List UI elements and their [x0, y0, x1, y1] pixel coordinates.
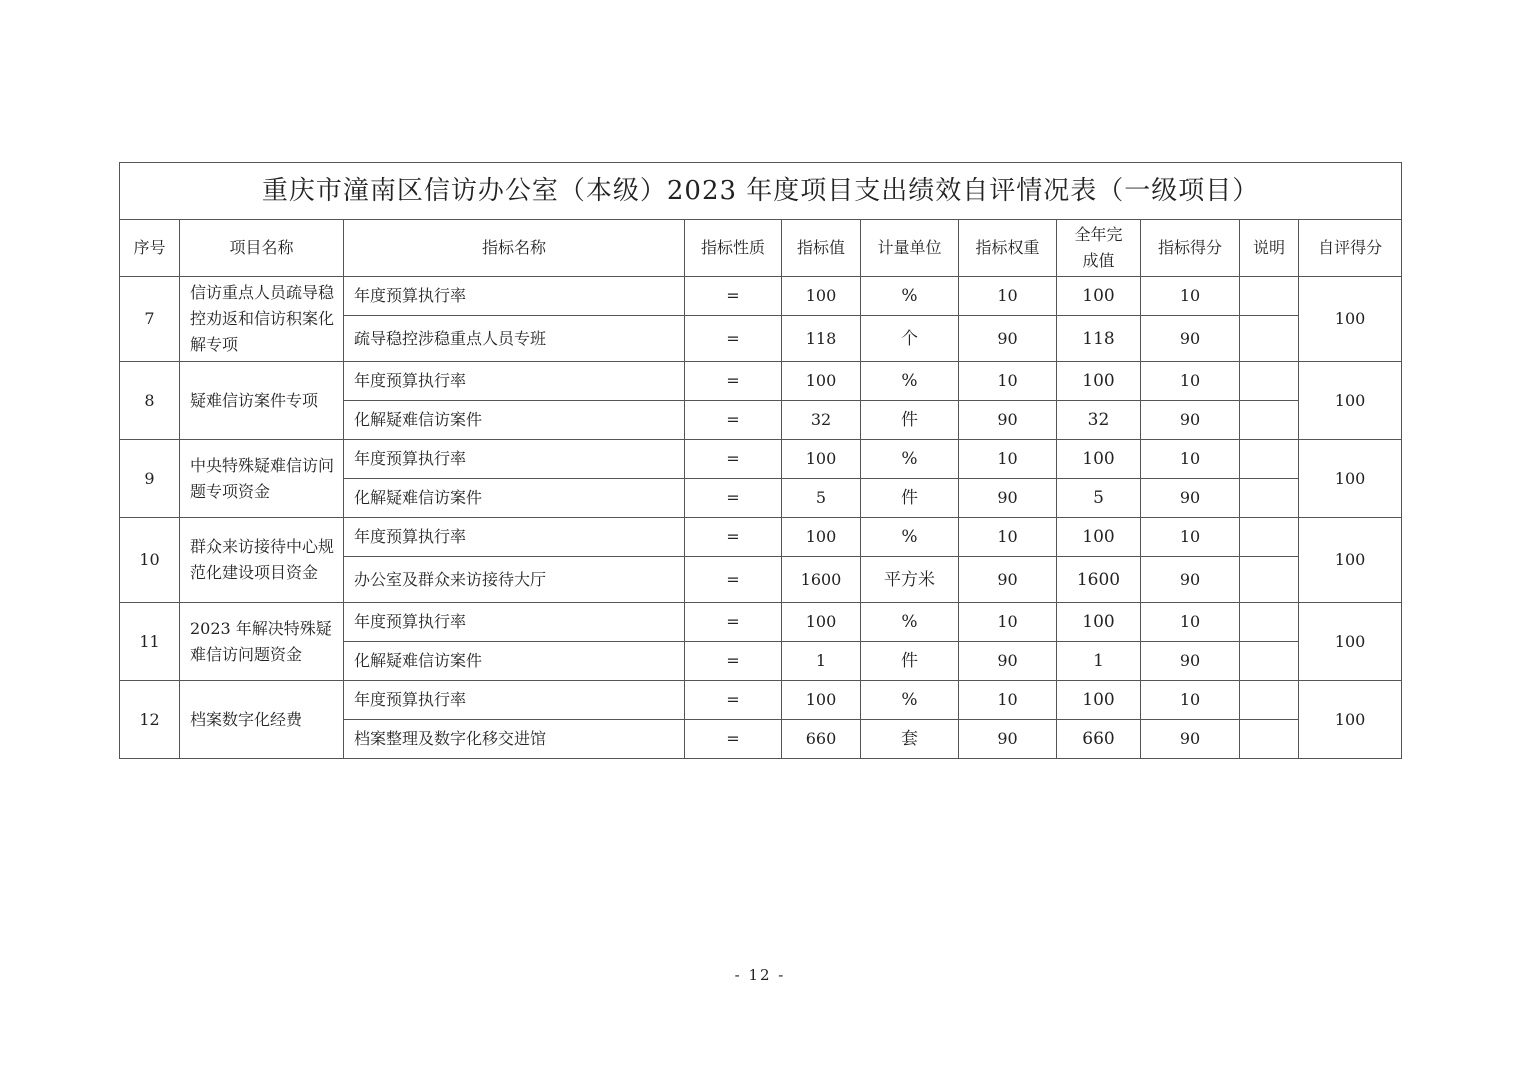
header-note: 说明	[1240, 220, 1299, 277]
cell-score: 90	[1141, 479, 1240, 518]
cell-weight: 10	[959, 277, 1057, 316]
cell-value: 100	[782, 603, 861, 642]
cell-seq: 7	[120, 277, 180, 362]
cell-project-name: 档案数字化经费	[180, 681, 344, 759]
cell-actual: 1	[1057, 642, 1141, 681]
cell-self-score: 100	[1299, 277, 1402, 362]
cell-score: 90	[1141, 720, 1240, 759]
cell-note	[1240, 362, 1299, 401]
cell-unit: %	[861, 440, 959, 479]
cell-weight: 10	[959, 362, 1057, 401]
cell-nature: =	[685, 642, 782, 681]
cell-project-name: 中央特殊疑难信访问题专项资金	[180, 440, 344, 518]
cell-indicator-name: 年度预算执行率	[344, 362, 685, 401]
cell-score: 90	[1141, 642, 1240, 681]
cell-note	[1240, 440, 1299, 479]
cell-indicator-name: 年度预算执行率	[344, 277, 685, 316]
cell-indicator-name: 年度预算执行率	[344, 518, 685, 557]
cell-indicator-name: 化解疑难信访案件	[344, 479, 685, 518]
cell-note	[1240, 720, 1299, 759]
cell-unit: 平方米	[861, 557, 959, 603]
table-title: 重庆市潼南区信访办公室（本级）2023 年度项目支出绩效自评情况表（一级项目）	[120, 163, 1402, 220]
cell-self-score: 100	[1299, 681, 1402, 759]
cell-score: 10	[1141, 518, 1240, 557]
cell-note	[1240, 518, 1299, 557]
cell-score: 10	[1141, 603, 1240, 642]
cell-actual: 100	[1057, 681, 1141, 720]
cell-note	[1240, 603, 1299, 642]
cell-indicator-name: 年度预算执行率	[344, 681, 685, 720]
cell-indicator-name: 档案整理及数字化移交进馆	[344, 720, 685, 759]
cell-unit: %	[861, 518, 959, 557]
cell-actual: 660	[1057, 720, 1141, 759]
header-actual	[1057, 220, 1141, 277]
cell-note	[1240, 642, 1299, 681]
cell-indicator-name: 化解疑难信访案件	[344, 642, 685, 681]
header-weight: 指标权重	[959, 220, 1057, 277]
cell-self-score: 100	[1299, 362, 1402, 440]
cell-actual: 100	[1057, 277, 1141, 316]
header-seq: 序号	[120, 220, 180, 277]
cell-indicator-name: 化解疑难信访案件	[344, 401, 685, 440]
cell-project-name: 2023 年解决特殊疑难信访问题资金	[180, 603, 344, 681]
cell-seq: 8	[120, 362, 180, 440]
cell-actual: 32	[1057, 401, 1141, 440]
cell-nature: =	[685, 316, 782, 362]
cell-note	[1240, 316, 1299, 362]
cell-value: 1	[782, 642, 861, 681]
cell-actual: 5	[1057, 479, 1141, 518]
table-row	[120, 277, 1402, 316]
page-number: - 12 -	[734, 966, 786, 984]
cell-actual: 118	[1057, 316, 1141, 362]
table-row	[120, 603, 1402, 642]
cell-weight: 10	[959, 603, 1057, 642]
cell-seq: 11	[120, 603, 180, 681]
table-row	[120, 681, 1402, 720]
cell-weight: 10	[959, 681, 1057, 720]
cell-value: 100	[782, 362, 861, 401]
cell-indicator-name: 年度预算执行率	[344, 603, 685, 642]
cell-nature: =	[685, 362, 782, 401]
header-project: 项目名称	[180, 220, 344, 277]
cell-actual: 100	[1057, 518, 1141, 557]
cell-note	[1240, 401, 1299, 440]
cell-score: 10	[1141, 681, 1240, 720]
cell-actual: 100	[1057, 603, 1141, 642]
cell-value: 118	[782, 316, 861, 362]
cell-unit: 件	[861, 479, 959, 518]
cell-indicator-name: 办公室及群众来访接待大厅	[344, 557, 685, 603]
cell-note	[1240, 681, 1299, 720]
cell-note	[1240, 557, 1299, 603]
cell-weight: 90	[959, 720, 1057, 759]
cell-nature: =	[685, 440, 782, 479]
cell-nature: =	[685, 603, 782, 642]
cell-project-name: 群众来访接待中心规范化建设项目资金	[180, 518, 344, 603]
cell-nature: =	[685, 277, 782, 316]
cell-project-name: 疑难信访案件专项	[180, 362, 344, 440]
cell-unit: 个	[861, 316, 959, 362]
table-row	[120, 440, 1402, 479]
table-row	[120, 518, 1402, 557]
header-self-score: 自评得分	[1299, 220, 1402, 277]
cell-weight: 90	[959, 642, 1057, 681]
cell-weight: 90	[959, 557, 1057, 603]
header-row	[120, 220, 1402, 277]
cell-score: 10	[1141, 277, 1240, 316]
cell-self-score: 100	[1299, 440, 1402, 518]
cell-weight: 10	[959, 440, 1057, 479]
cell-self-score: 100	[1299, 603, 1402, 681]
cell-unit: 件	[861, 401, 959, 440]
cell-value: 100	[782, 518, 861, 557]
cell-nature: =	[685, 401, 782, 440]
cell-nature: =	[685, 479, 782, 518]
cell-unit: 套	[861, 720, 959, 759]
header-value: 指标值	[782, 220, 861, 277]
cell-unit: %	[861, 681, 959, 720]
cell-nature: =	[685, 557, 782, 603]
cell-value: 100	[782, 277, 861, 316]
cell-unit: %	[861, 362, 959, 401]
cell-nature: =	[685, 720, 782, 759]
cell-score: 90	[1141, 316, 1240, 362]
cell-nature: =	[685, 518, 782, 557]
header-actual-line1: 全年完	[1074, 225, 1123, 244]
header-indicator: 指标名称	[344, 220, 685, 277]
cell-note	[1240, 479, 1299, 518]
cell-self-score: 100	[1299, 518, 1402, 603]
header-score: 指标得分	[1141, 220, 1240, 277]
cell-note	[1240, 277, 1299, 316]
cell-unit: %	[861, 603, 959, 642]
cell-value: 100	[782, 681, 861, 720]
header-unit: 计量单位	[861, 220, 959, 277]
cell-value: 1600	[782, 557, 861, 603]
cell-weight: 90	[959, 316, 1057, 362]
cell-value: 32	[782, 401, 861, 440]
cell-unit: 件	[861, 642, 959, 681]
cell-score: 10	[1141, 440, 1240, 479]
cell-actual: 100	[1057, 362, 1141, 401]
table-row	[120, 362, 1402, 401]
cell-nature: =	[685, 681, 782, 720]
cell-seq: 10	[120, 518, 180, 603]
cell-weight: 90	[959, 479, 1057, 518]
header-actual-line2: 成值	[1082, 251, 1115, 270]
performance-table	[119, 162, 1402, 759]
cell-seq: 9	[120, 440, 180, 518]
header-nature: 指标性质	[685, 220, 782, 277]
cell-actual: 1600	[1057, 557, 1141, 603]
cell-indicator-name: 疏导稳控涉稳重点人员专班	[344, 316, 685, 362]
cell-weight: 10	[959, 518, 1057, 557]
cell-score: 10	[1141, 362, 1240, 401]
cell-unit: %	[861, 277, 959, 316]
cell-seq: 12	[120, 681, 180, 759]
cell-actual: 100	[1057, 440, 1141, 479]
cell-value: 5	[782, 479, 861, 518]
cell-project-name: 信访重点人员疏导稳控劝返和信访积案化解专项	[180, 277, 344, 362]
cell-value: 660	[782, 720, 861, 759]
cell-score: 90	[1141, 401, 1240, 440]
cell-weight: 90	[959, 401, 1057, 440]
cell-score: 90	[1141, 557, 1240, 603]
cell-value: 100	[782, 440, 861, 479]
cell-indicator-name: 年度预算执行率	[344, 440, 685, 479]
